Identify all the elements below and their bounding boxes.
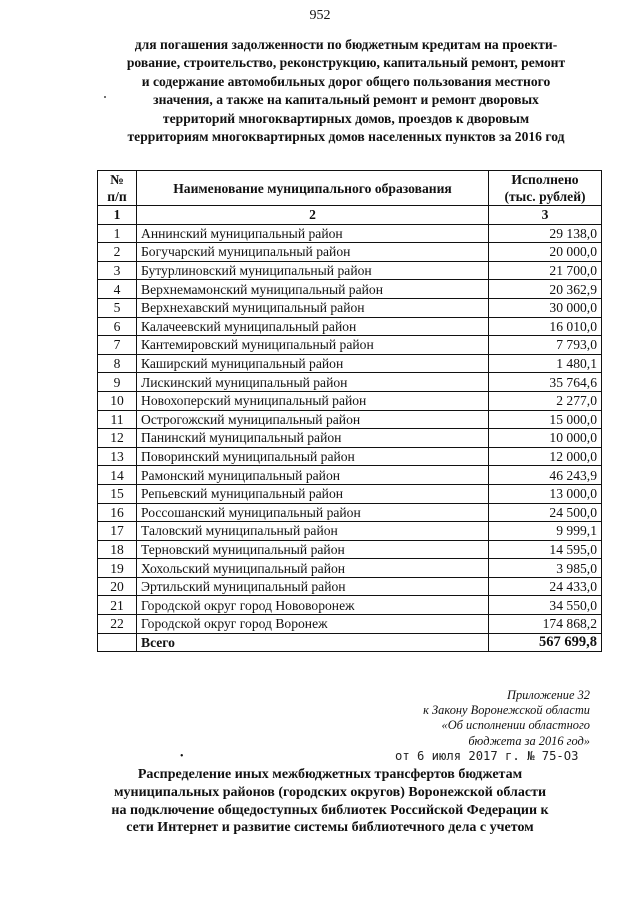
- table-row: [98, 596, 602, 615]
- row-name: Таловский муниципальный район: [137, 522, 489, 541]
- row-name: Терновский муниципальный район: [137, 540, 489, 559]
- annex-line: бюджета за 2016 год»: [468, 733, 590, 748]
- row-value: 35 764,6: [489, 373, 602, 392]
- heading-line: территорий многоквартирных домов, проездов к дворовым: [162, 110, 530, 126]
- row-name: Острогожский муниципальный район: [137, 410, 489, 429]
- row-num: 15: [98, 484, 137, 503]
- row-num: 9: [98, 373, 137, 392]
- row-name: Хохольский муниципальный район: [137, 559, 489, 578]
- table-row: [98, 429, 602, 448]
- heading2-line: Распределение иных межбюджетных трансфертов бюджетам: [137, 767, 523, 782]
- heading2-line: на подключение общедоступных библиотек Российской Федерации к: [111, 802, 549, 818]
- row-num: 16: [98, 503, 137, 522]
- row-num: 5: [98, 298, 137, 317]
- table-row: [98, 410, 602, 429]
- row-value: 21 700,0: [489, 261, 602, 280]
- row-num: 22: [98, 615, 137, 634]
- row-num: 19: [98, 559, 137, 578]
- annex-note: [380, 688, 590, 749]
- next-section-heading: [80, 766, 580, 837]
- table-row: [98, 261, 602, 280]
- execution-table: [97, 170, 602, 652]
- table-header-row: [98, 171, 602, 206]
- table-row: [98, 577, 602, 596]
- header-num: № п/п: [98, 171, 137, 206]
- row-name: Верхнемамонский муниципальный район: [137, 280, 489, 299]
- row-num: 10: [98, 391, 137, 410]
- column-index: 1: [98, 206, 137, 225]
- row-value: 12 000,0: [489, 447, 602, 466]
- row-num: 3: [98, 261, 137, 280]
- row-value: 24 500,0: [489, 503, 602, 522]
- row-num: 13: [98, 447, 137, 466]
- column-index: 2: [137, 206, 489, 225]
- annex-line: «Об исполнении областного: [441, 718, 590, 733]
- annex-line: к Закону Воронежской области: [423, 703, 590, 718]
- row-value: 20 000,0: [489, 243, 602, 262]
- row-num: 18: [98, 540, 137, 559]
- row-name: Россошанский муниципальный район: [137, 503, 489, 522]
- table-heading: [96, 36, 596, 146]
- row-num: 8: [98, 354, 137, 373]
- column-index: 3: [489, 206, 602, 225]
- row-value: 9 999,1: [489, 522, 602, 541]
- table-row: [98, 317, 602, 336]
- row-value: 15 000,0: [489, 410, 602, 429]
- table-row: [98, 280, 602, 299]
- table-row: [98, 484, 602, 503]
- row-name: Калачеевский муниципальный район: [137, 317, 489, 336]
- row-num: 6: [98, 317, 137, 336]
- row-value: 24 433,0: [489, 577, 602, 596]
- row-value: 1 480,1: [489, 354, 602, 373]
- column-index-row: [98, 206, 602, 225]
- row-value: 30 000,0: [489, 298, 602, 317]
- table-row: [98, 243, 602, 262]
- row-name: Богучарский муниципальный район: [137, 243, 489, 262]
- row-num: 2: [98, 243, 137, 262]
- heading-line: и содержание автомобильных дорог общего пользования местного: [141, 73, 551, 89]
- heading2-line: муниципальных районов (городских округов) Воронежской области: [113, 784, 547, 800]
- annex-line: Приложение 32: [507, 688, 590, 702]
- header-name: Наименование муниципального образования: [137, 171, 489, 206]
- row-num: 17: [98, 522, 137, 541]
- table-row: [98, 615, 602, 634]
- row-value: 7 793,0: [489, 336, 602, 355]
- table-row: [98, 298, 602, 317]
- row-value: 174 868,2: [489, 615, 602, 634]
- row-name: Кантемировский муниципальный район: [137, 336, 489, 355]
- row-value: 34 550,0: [489, 596, 602, 615]
- row-num: 21: [98, 596, 137, 615]
- date-stamp: от 6 июля 2017 г. № 75-ОЗ: [395, 749, 579, 763]
- row-name: Лискинский муниципальный район: [137, 373, 489, 392]
- row-name: Репьевский муниципальный район: [137, 484, 489, 503]
- table-row: [98, 224, 602, 243]
- row-name: Аннинский муниципальный район: [137, 224, 489, 243]
- total-row: [98, 633, 602, 652]
- heading2-line: сети Интернет и развитие системы библиотечного дела с учетом: [126, 820, 534, 836]
- row-value: 14 595,0: [489, 540, 602, 559]
- scan-dot: •: [180, 751, 184, 762]
- row-name: Бутурлиновский муниципальный район: [137, 261, 489, 280]
- table-row: [98, 336, 602, 355]
- row-value: 20 362,9: [489, 280, 602, 299]
- row-value: 16 010,0: [489, 317, 602, 336]
- total-num-cell: [98, 633, 137, 652]
- table-row: [98, 466, 602, 485]
- row-num: 7: [98, 336, 137, 355]
- row-num: 11: [98, 410, 137, 429]
- total-value: 567 699,8: [489, 633, 602, 652]
- page-number: 952: [309, 8, 331, 23]
- row-value: 29 138,0: [489, 224, 602, 243]
- heading-line: значения, а также на капитальный ремонт и ремонт дворовых: [153, 92, 539, 108]
- header-value: Исполнено (тыс. рублей): [489, 171, 602, 206]
- row-value: 13 000,0: [489, 484, 602, 503]
- table-row: [98, 540, 602, 559]
- row-name: Рамонский муниципальный район: [137, 466, 489, 485]
- row-name: Поворинский муниципальный район: [137, 447, 489, 466]
- row-name: Панинский муниципальный район: [137, 429, 489, 448]
- row-num: 4: [98, 280, 137, 299]
- table-row: [98, 391, 602, 410]
- table-row: [98, 522, 602, 541]
- row-value: 2 277,0: [489, 391, 602, 410]
- row-name: Городской округ город Нововоронеж: [137, 596, 489, 615]
- heading-line: для погашения задолженности по бюджетным кредитам на проекти-: [134, 37, 558, 52]
- total-label: Всего: [137, 633, 489, 652]
- row-num: 20: [98, 577, 137, 596]
- table-row: [98, 354, 602, 373]
- table-row: [98, 503, 602, 522]
- table-row: [98, 447, 602, 466]
- row-name: Новохоперский муниципальный район: [137, 391, 489, 410]
- row-name: Верхнехавский муниципальный район: [137, 298, 489, 317]
- row-name: Городской округ город Воронеж: [137, 615, 489, 634]
- row-num: 1: [98, 224, 137, 243]
- heading-line: территориям многоквартирных домов населенных пунктов за 2016 год: [127, 129, 565, 145]
- row-value: 10 000,0: [489, 429, 602, 448]
- row-num: 12: [98, 429, 137, 448]
- row-num: 14: [98, 466, 137, 485]
- table-row: [98, 373, 602, 392]
- row-name: Каширский муниципальный район: [137, 354, 489, 373]
- row-name: Эртильский муниципальный район: [137, 577, 489, 596]
- row-value: 3 985,0: [489, 559, 602, 578]
- row-value: 46 243,9: [489, 466, 602, 485]
- table-row: [98, 559, 602, 578]
- heading-line: рование, строительство, реконструкцию, капитальный ремонт, ремонт: [126, 55, 566, 71]
